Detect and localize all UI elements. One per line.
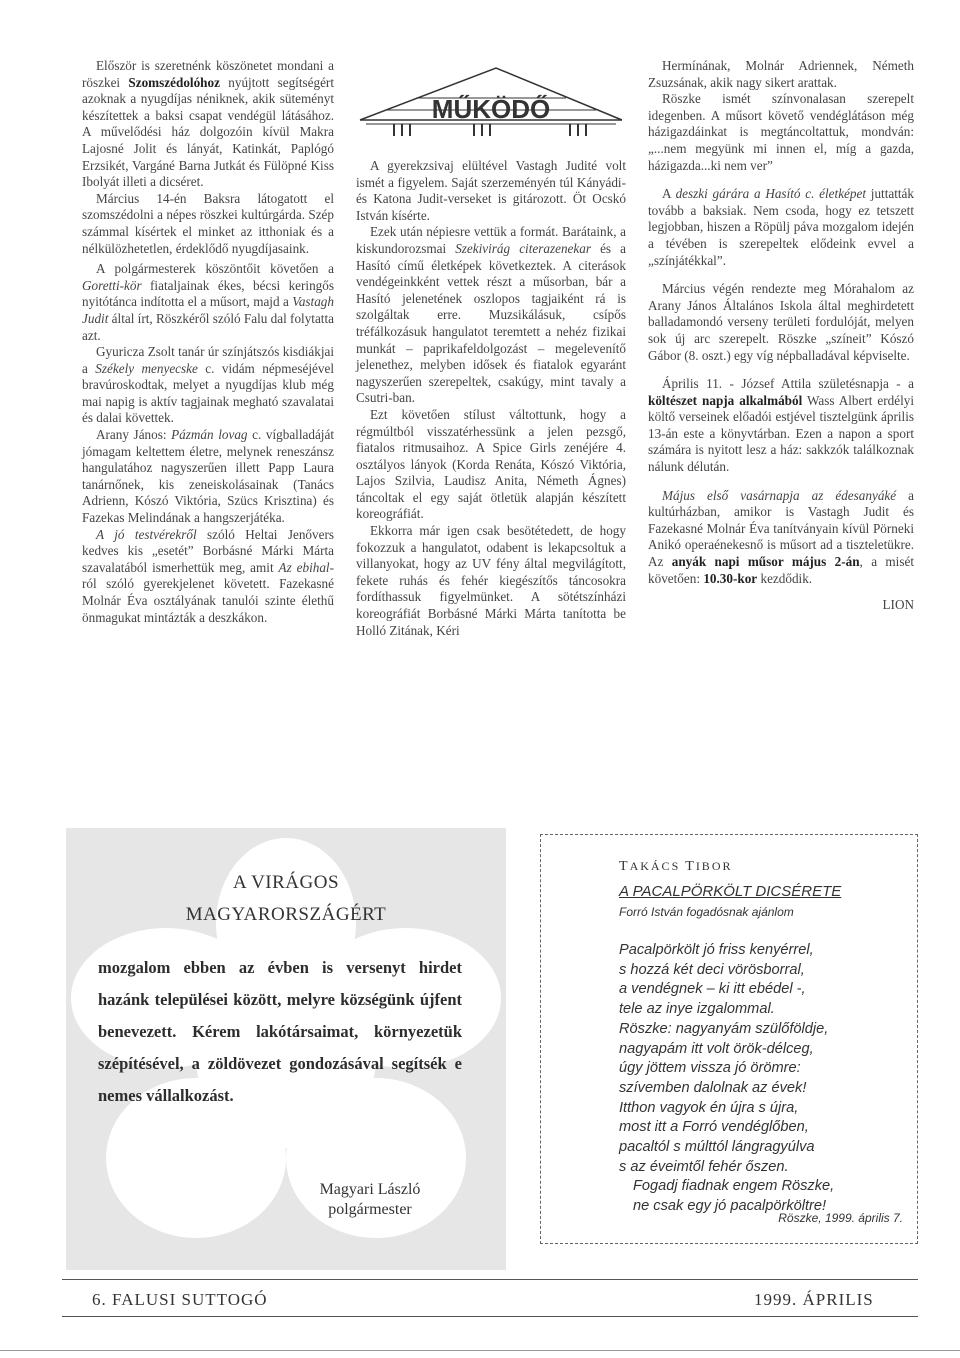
poem-line: szívemben dalolnak az évek! — [619, 1079, 807, 1096]
paragraph: Április 11. - József Attila születésnapja - a költészet napja alkalmából Wass Albert erdélyi költő verseinek előadói estjével tisztelgünk április 13-án este a könyvtárban. Ezen a napon a sport számára is nyitott lesz a ház: sakkzók találkoznak nálunk délután. — [648, 376, 914, 475]
poem-line: tele az inye izgalommal. — [619, 1001, 775, 1018]
viragos-title-1: A VIRÁGOS — [232, 872, 340, 893]
poem-lines — [619, 941, 909, 1217]
paragraph: Ezt követően stílust váltottunk, hogy a régmúltból visszatérhessünk a jelen pezsgő, fiatalos ritmusaihoz. A Spice Girls zenéjére 4. osztályos lányok (Korda Renáta, Kószó Viktória, Lajos Szilvia, Laudisz Anita, Németh Ágnes) táncoltak el egy saját ötletük alapján készített koreográfiát. — [356, 406, 626, 522]
paragraph: A polgármesterek köszöntőit követően a Goretti-kör fiataljainak ékes, bécsi keringős nyitótánca indította el a műsort, majd a Vastagh Judit által írt, Röszkéről szóló Falu dal folytatta azt. — [82, 261, 334, 343]
column-2-text — [356, 158, 626, 639]
footer-right: 1999. ÁPRILIS — [754, 1290, 874, 1309]
poem-line: s hozzá két deci vörösborral, — [619, 961, 805, 978]
poem-line: s az éveimtől fehér őszen. — [619, 1158, 789, 1175]
paragraph: Arany János: Pázmán lovag c. vígballadáját jómagam keltettem életre, melynek reneszánsz hangulatához nagyszerűen illett Papp Laura tanárnőnek, kis zeneiskolásainak (Tanács Adrienn, Kószó Viktória, Szücs Krisztina) és Fazekas Melindának a hangszerjátéka. — [82, 427, 334, 526]
viragos-title-2: MAGYARORSZÁGÉRT — [185, 904, 387, 925]
poem-line: Röszke: nagyanyám szülőföldje, — [619, 1020, 829, 1037]
poem-line: ne csak egy jó pacalpörköltre! — [633, 1198, 827, 1215]
poem-title: A PACALPÖRKÖLT DICSÉRETE — [619, 883, 842, 900]
poem-date: Röszke, 1999. április 7. — [778, 1211, 903, 1225]
poem-line: úgy jöttem vissza jó örömre: — [619, 1060, 801, 1077]
footer-rule-top — [62, 1279, 918, 1280]
paragraph: Röszke ismét színvonalasan szerepelt idegenben. A műsort követő vendéglátáson még házigazdáinkat is megtáncoltattuk, mondván: „...nem megyünk mi innen el, míg a gazda, házigazda...ki nem ver” — [648, 91, 914, 173]
column-3 — [648, 58, 914, 614]
poem-line: Itthon vagyok én újra s újra, — [619, 1099, 799, 1116]
viragos-sig-name: Magyari László — [319, 1181, 421, 1198]
poem-line: pacaltól s múlttól lángragyúlva — [619, 1139, 815, 1156]
paragraph: Május első vasárnapja az édesanyáké a kultúrházban, amikor is Vastagh Judit és Fazekasné Molnár Éva tanítványain kívül Pörneki Anikó operaénekesnő is műsort ad a tiszteletükre. Az anyák napi műsor május 2-án, a misét követően: 10.30-kor kezdődik. — [648, 487, 914, 586]
paragraph: Március végén rendezte meg Mórahalom az Arany János Általános Iskola által meghirdetett balladamondó verseny területi fordulóját, melyen sok új arc szerepelt. Röszke „színeit” Kószó Gábor (8. oszt.) egy víg népballadával képviselte. — [648, 281, 914, 363]
signature-lion: LION — [882, 597, 914, 613]
poem-author: TAKÁCS TIBOR — [619, 859, 733, 874]
poem-line: Pacalpörkölt jó friss kenyérrel, — [619, 942, 814, 958]
viragos-signature — [286, 1180, 454, 1220]
viragos-sig-title: polgármester — [328, 1201, 412, 1218]
footer-rule-bottom — [62, 1316, 918, 1317]
poem-line: a vendégnek – ki itt ebédel -, — [619, 981, 806, 998]
column-1 — [82, 58, 334, 626]
poem-line: nagyapám itt volt örök-délceg, — [619, 1040, 814, 1057]
paragraph: Ezek után népiesre vettük a formát. Barátaink, a kiskundorozsmai Szekivirág citerazenekar és a Hasító című életképek következtek. A citerások vendégeinkként vettek részt a műsorban, bár a Hasító jelenetének oszlopos tagjaiként rá is szolgáltak erre. Muzsikálásuk, csípős tréfálkozásuk hangulatot teremtett a nehéz fizikai munkát – paprikafeldolgozást – megelevenítő jelenethez, melyben idősek és fiatalok egyaránt nagyszerűen szerepeltek, csakúgy, mint tavaly a Csutri-ban. — [356, 224, 626, 406]
paragraph: Hermínának, Molnár Adriennek, Németh Zsuzsának, akik nagy sikert arattak. — [648, 58, 914, 90]
viragos-body — [98, 952, 462, 1112]
mukodo-logo — [356, 58, 626, 153]
paragraph: Gyuricza Zsolt tanár úr színjátszós kisdiákjai a Székely menyecske c. vidám népmeséjével bravúroskodtak, melyet a nyugdíjas klub még mai napig is aktív tagjainak megható szavalatai és dalai követtek. — [82, 344, 334, 426]
poem-box — [540, 834, 918, 1244]
poem-line: most itt a Forró vendéglőben, — [619, 1119, 809, 1136]
paragraph: A jó testvérekről szóló Heltai Jenővers kedves kis „esetét” Borbásné Márki Márta szavalatából ismerhettük meg, amit Az ebihal-ról szóló gyerekjelenet követett. Fazekasné Molnár Éva osztályának tanulói szinte élethű önmagukat mintázták a deszkákon. — [82, 526, 334, 625]
poem-line: Fogadj fiadnak engem Röszke, — [633, 1178, 835, 1195]
scan-edge — [0, 1350, 960, 1351]
viragos-box — [66, 828, 506, 1270]
footer-left: 6. FALUSI SUTTOGÓ — [92, 1290, 268, 1309]
column-3-text — [648, 58, 914, 587]
paragraph: A gyerekzsivaj elültével Vastagh Judité volt ismét a figyelem. Saját szerzeményén túl Kányádi- és Katona Judit-verseket is gitározott. Öt Ocskó István kísérte. — [356, 158, 626, 223]
logo-text: MŰKÖDŐ — [431, 94, 551, 124]
paragraph: A deszki gárára a Hasító c. életképet juttatták tovább a baksiak. Nem csoda, hogy ez tetszett legjobban, hiszen a Röpülj páva mozgalom idején a tévében is szerepeltek elődeink evvel a „színjátékkal”. — [648, 186, 914, 268]
paragraph: Először is szeretnénk köszönetet mondani a röszkei Szomszédolóhoz nyújtott segítségért azoknak a nyugdíjas néniknek, akik süteményt készítettek a baksi csapat vendégül látásához. A művelődési ház dolgozóin kívül Makra Lajosné Jolit és lányát, Katinkát, Paplógó Erzsikét, Vargáné Barna Jutkát és Fülöpné Kiss Ibolyát illeti a dicséret. — [82, 58, 334, 190]
paragraph: Ekkorra már igen csak besötétedett, de hogy fokozzuk a hangulatot, odabent is lekapcsoltuk a villanyokat, hogy az UV fény által megvilágított, fekete ruhás és fehér kiegészítős táncosokra fordíthassuk figyelmünket. A sötétszínházi koreográfiát Borbásné Márki Márta tanította be Holló Zitának, Kéri — [356, 523, 626, 638]
viragos-body-text: mozgalom ebben az évben is versenyt hirdet hazánk települései között, melyre községünk újfent benevezett. Kérem lakótársaimat, környezetük szépítésével, a zöldövezet gondozásával segítsék e nemes vállalkozást. — [98, 958, 462, 1105]
poem-dedication: Forró István fogadósnak ajánlom — [619, 905, 794, 919]
paragraph: Március 14-én Baksra látogatott el szomszédolni a népes röszkei kultúrgárda. Szép számmal kísértek el minket az itthoniak és a nélkülözhetetlen, érdeklődő nyugdíjasaink. — [82, 190, 334, 256]
